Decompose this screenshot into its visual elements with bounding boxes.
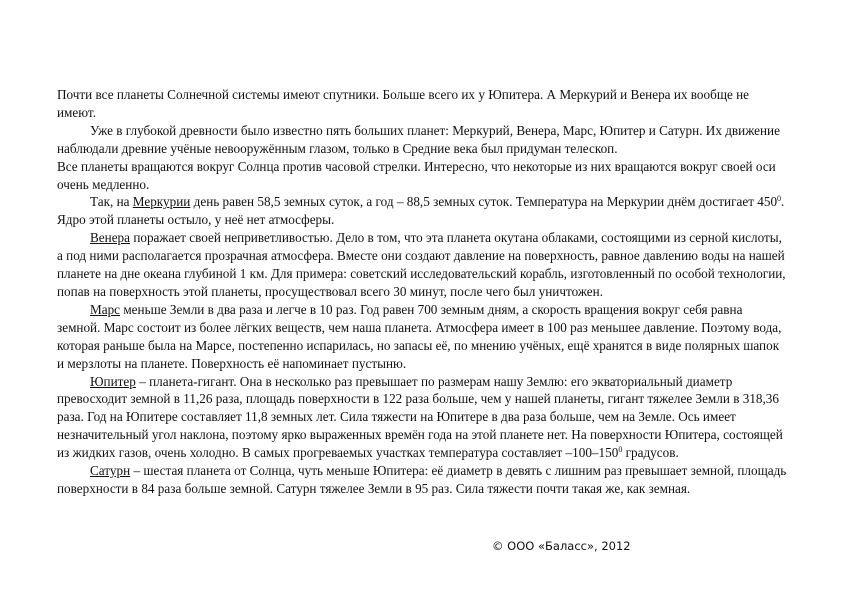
paragraph-venus [57, 229, 787, 301]
copyright-footer: © ООО «Баласс», 2012 [492, 539, 631, 553]
venus-text: поражает своей неприветливостью. Дело в том, что эта планета окутана облаками, состоящими из серной кислоты, а под ними располагается прозрачная атмосфера. Вместе они создают давление на поверхность, равное давлению воды на нашей планете на дне океана глубиной 1 км. Для примера: советский исследовательский корабль, изготовленный по особой технологии, попав на поверхность этой планеты, просуществовал всего 30 минут, после чего был уничтожен. [57, 230, 786, 299]
jupiter-tail: градусов. [622, 445, 679, 461]
jupiter-degree: 0 [618, 445, 623, 455]
saturn-text: – шестая планета от Солнца, чуть меньше Юпитера: её диаметр в девять с лишним раз превышает земной, площадь поверхности в 84 раза больше земной. Сатурн тяжелее Земли в 95 раз. Сила тяжести почти такая же, как земная. [57, 463, 787, 496]
mars-text: меньше Земли в два раза и легче в 10 раз. Год равен 700 земным дням, а скорость вращения вокруг себя равна земной. Марс состоит из более лёгких веществ, чем наша планета. Атмосфера имеет в 100 раз меньшее давление. Поэтому вода, которая раньше была на Марсе, постепенно испарилась, но запасы её, по мнению учёных, ещё хранятся в виде полярных шапок и мерзлоты на планете. Поверхность её напоминает пустыню. [57, 301, 782, 371]
paragraph-mars [57, 301, 787, 373]
paragraph-satellites: Почти все планеты Солнечной системы имеют спутники. Больше всего их у Юпитера. А Меркурий и Венера их вообще не имеют. [57, 87, 750, 120]
paragraph-jupiter [57, 373, 787, 463]
document-body [57, 86, 787, 498]
mercury-lead: Так, на [90, 194, 133, 210]
paragraph-saturn [57, 462, 787, 498]
mercury-degree: 0 [777, 194, 782, 204]
paragraph-rotation: Все планеты вращаются вокруг Солнца против часовой стрелки. Интересно, что некоторые из них вращаются вокруг своей оси очень медленно. [57, 158, 776, 192]
jupiter-text: – планета-гигант. Она в несколько раз превышает по размерам нашу Землю: его экваториальный диаметр превосходит земной в 11,26 раза, площадь поверхности в 122 раза больше, чем у нашей планеты, гигант тяжелее Земли в 318,36 раза. Год на Юпитере составляет 11,8 земных лет. Сила тяжести на Юпитере в два раза больше, чем на Земле. Ось имеет незначительный угол наклона, поэтому ярко выраженных времён года на этой планете нет. На поверхности Юпитера, состоящей из жидких газов, очень холодно. В самых прогреваемых участках температура составляет –100–150 [57, 373, 783, 461]
term-saturn: Сатурн [90, 463, 131, 479]
mercury-tail: . Ядро этой планеты остыло, у неё нет атмосферы. [57, 194, 785, 228]
term-mars: Марс [90, 301, 121, 317]
mercury-text: день равен 58,5 земных суток, а год – 88,5 земных суток. Температура на Меркурии днём достигает 450 [190, 194, 778, 210]
paragraph-mercury [57, 193, 787, 229]
term-jupiter: Юпитер [90, 373, 136, 389]
term-mercury: Меркурии [132, 194, 191, 210]
term-venus: Венера [90, 230, 131, 246]
paragraph-ancient-planets: Уже в глубокой древности было известно пять больших планет: Меркурий, Венера, Марс, Юпитер и Сатурн. Их движение наблюдали древние учёные невооружённым глазом, только в Средние века был придуман телескоп. [57, 122, 780, 156]
